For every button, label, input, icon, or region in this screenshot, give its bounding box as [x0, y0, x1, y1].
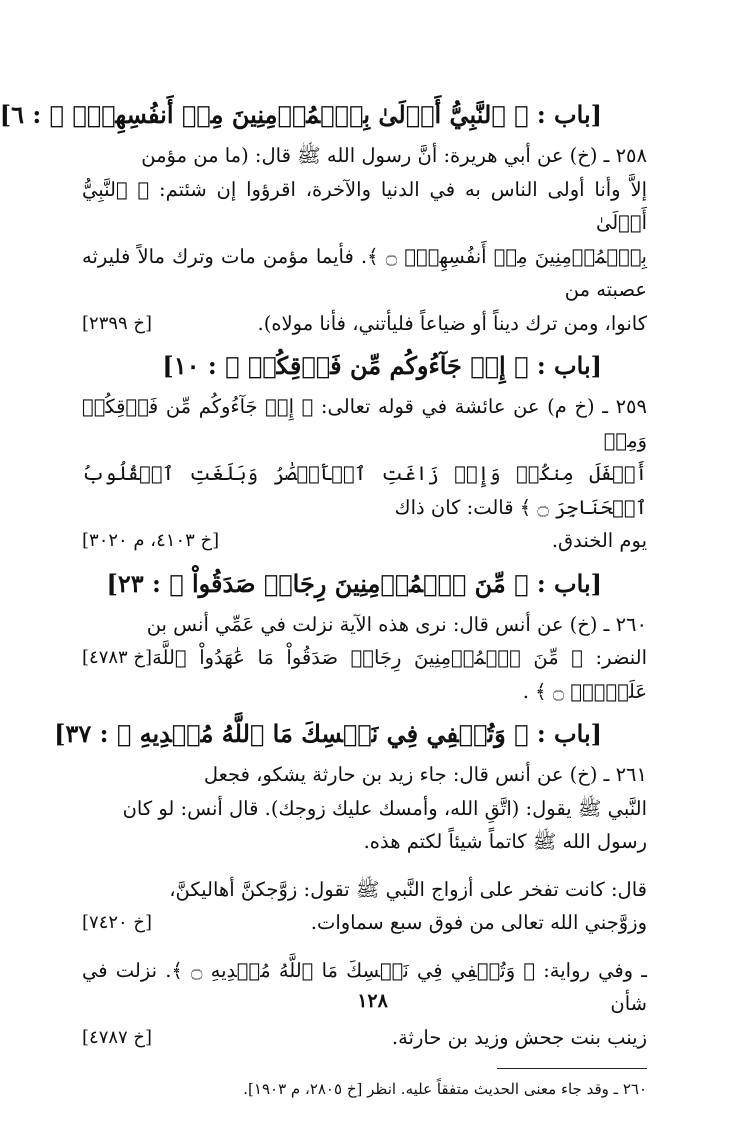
text-line: ٢٥٩ ـ (خ م) عن عائشة في قوله تعالى: ﴿ إِذۡ جَآءُوكُم مِّن فَوۡقِكُمۡ وَمِنۡ [82, 395, 647, 452]
hadith-reference: [خ ٤١٠٣، م ٣٠٢٠] [82, 530, 220, 551]
text-line-last: [خ ٤٧٨٣] النضر: ﴿ مِّنَ ٱلۡمُؤۡمِنِينَ رِجَالٞ صَدَقُواْ مَا عَٰهَدُواْ ٱللَّهَ عَلَيۡهِۖ ۝ ﴾ . [82, 641, 647, 708]
text-line: بِٱلۡمُؤۡمِنِينَ مِنۡ أَنفُسِهِمۡۖ ۝ ﴾. فأيما مؤمن مات وترك مالاً فليرثه عصبته من [82, 244, 647, 301]
chapter-heading: [باب : ﴿ مِّنَ ٱلۡمُؤۡمِنِينَ رِجَالٞ صَدَقُواْ ﴾ : ٢٣] [106, 568, 602, 598]
text-line-last: [خ ٤٧٨٧] زينب بنت جحش وزيد بن حارثة. [82, 1021, 647, 1055]
text-line-last: [خ ٤١٠٣، م ٣٠٢٠] يوم الخندق. [82, 524, 647, 558]
hadith-261 [82, 758, 647, 859]
text-line: قال: كانت تفخر على أزواج النَّبي ﷺ تقول: زوَّجكنَّ أهاليكنَّ، [169, 877, 647, 901]
text-line-last: [خ ٢٣٩٩] كانوا، ومن ترك ديناً أو ضياعاً فليأتني، فأنا مولاه). [82, 307, 647, 341]
hadith-260 [82, 608, 647, 709]
chapter-heading: [باب : ﴿ إِذۡ جَآءُوكُم مِّن فَوۡقِكُمۡ ﴾ : ١٠] [162, 351, 602, 380]
footnote: ٢٦٠ ـ وقد جاء معنى الحديث متفقاً عليه. انظر [خ ٢٨٠٥، م ١٩٠٣]. [243, 1080, 647, 1098]
text-line: أَسۡفَلَ مِنكُمۡ وَإِذۡ زَاغَتِ ٱلۡأَبۡصَٰرُ وَبَلَغَتِ ٱلۡقُلُوبُ ٱلۡحَنَاجِرَ ۝ ﴾ قالت: كان ذاك [82, 462, 647, 519]
hadith-reference: [خ ٧٤٢٠] [82, 912, 153, 933]
hadith-258 [82, 139, 647, 340]
text-line: ـ وفي رواية: ﴿ وَتُخۡفِي فِي نَفۡسِكَ مَا ٱللَّهُ مُبۡدِيهِ ۝ ﴾. نزلت في شأن [82, 958, 647, 1015]
text-line: ٢٦٠ ـ (خ) عن أنس قال: نرى هذه الآية نزلت في عَمِّي أنس بن [146, 612, 647, 636]
text-line: رسول الله ﷺ كاتماً شيئاً لكتم هذه. [363, 830, 647, 853]
page-number: ١٢٨ [357, 990, 388, 1012]
text-line: إلاَّ وأنا أولى الناس به في الدنيا والآخرة، اقرؤوا إن شئتم: ﴿ ٱلنَّبِيُّ أَوۡلَىٰ [82, 177, 647, 234]
hadith-259 [82, 390, 647, 558]
text-line-last: [خ ٧٤٢٠] وزوَّجني الله تعالى من فوق سبع سماوات. [82, 906, 647, 940]
chapter-heading: [باب : ﴿ وَتُخۡفِي فِي نَفۡسِكَ مَا ٱللَّهُ مُبۡدِيهِ ﴾ : ٣٧] [54, 719, 602, 748]
chapter-heading: [باب : ﴿ ٱلنَّبِيُّ أَوۡلَىٰ بِٱلۡمُؤۡمِنِينَ مِنۡ أَنفُسِهِمۡۖ ﴾ : ٦] [0, 100, 602, 129]
hadith-261-continuation [82, 873, 647, 940]
hadith-reference: [خ ٤٧٨٣] [82, 647, 153, 668]
page-body [0, 95, 647, 1101]
text-line: ٢٦١ ـ (خ) عن أنس قال: جاء زيد بن حارثة يشكو، فجعل [203, 763, 647, 786]
text-line: النَّبي ﷺ يقول: (اتَّقِ الله، وأمسك عليك زوجك). قال أنس: لو كان [122, 796, 647, 820]
text-line: ٢٥٨ ـ (خ) عن أبي هريرة: أنَّ رسول الله ﷺ قال: (ما من مؤمن [141, 144, 647, 167]
hadith-reference: [خ ٤٧٨٧] [82, 1026, 153, 1048]
hadith-reference: [خ ٢٣٩٩] [82, 312, 153, 334]
footnote-divider [497, 1068, 647, 1069]
